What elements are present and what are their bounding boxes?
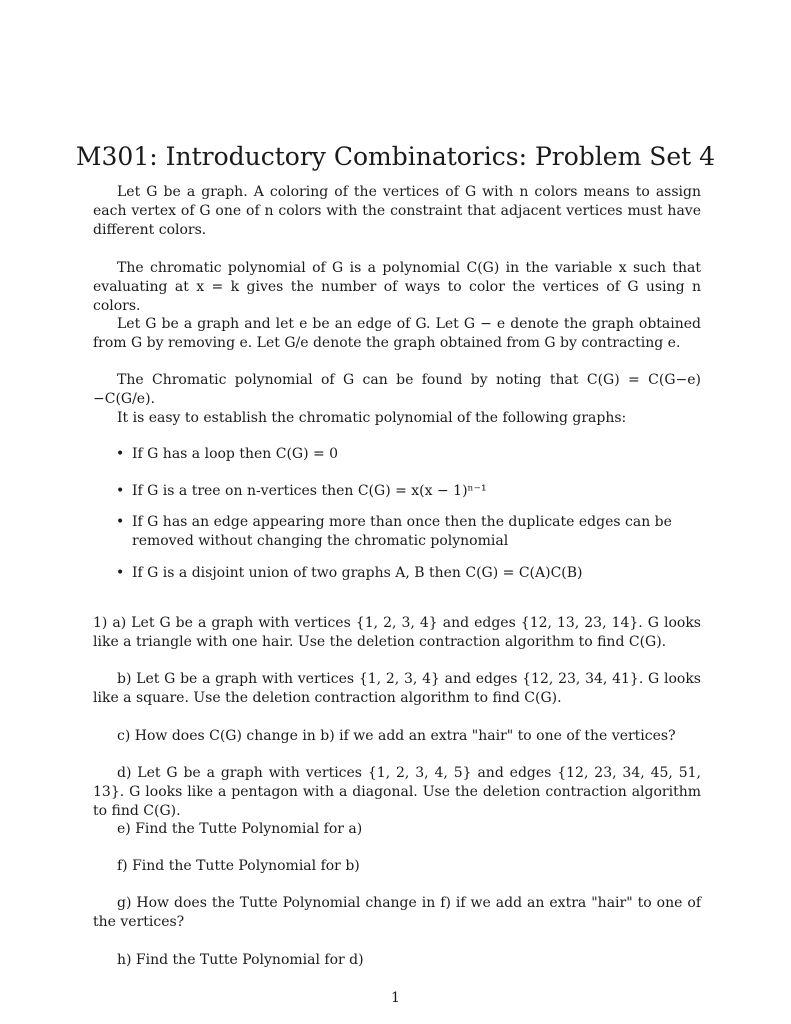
problem-1g: g) How does the Tutte Polynomial change in f) if we add an extra "hair" to one of the vertices? xyxy=(93,895,701,930)
problem-1f: f) Find the Tutte Polynomial for b) xyxy=(117,858,360,874)
recurrence-statement: The Chromatic polynomial of G can be found by noting that C(G) = C(G−e)−C(G/e). xyxy=(93,372,701,407)
bullet-icon: • xyxy=(116,483,125,499)
bullet-icon: • xyxy=(116,514,125,530)
list-item-text: If G has an edge appearing more than once then the duplicate edges can be removed without changing the chromatic polynomial xyxy=(132,514,672,549)
coloring-definition: Let G be a graph. A coloring of the vertices of G with n colors means to assign each vertex of G one of n colors with the constraint that adjacent vertices must have different colors. xyxy=(93,184,701,238)
list-item-text: If G is a disjoint union of two graphs A, B then C(G) = C(A)C(B) xyxy=(132,565,583,581)
chromatic-definition: The chromatic polynomial of G is a polynomial C(G) in the variable x such that evaluating at x = k gives the number of ways to color the vertices of G using n colors. xyxy=(93,260,701,314)
list-item xyxy=(116,513,702,551)
problem-1e: e) Find the Tutte Polynomial for a) xyxy=(117,821,363,837)
page-title: M301: Introductory Combinatorics: Problem Set 4 xyxy=(75,142,716,171)
list-item xyxy=(116,482,702,501)
list-item xyxy=(116,445,702,464)
problem-1b: b) Let G be a graph with vertices {1, 2, 3, 4} and edges {12, 23, 34, 41}. G looks like a square. Use the deletion contraction algorithm to find C(G). xyxy=(93,671,701,706)
list-item-text: If G has a loop then C(G) = 0 xyxy=(132,446,339,462)
list-item-text: If G is a tree on n-vertices then C(G) = x(x − 1)ⁿ⁻¹ xyxy=(132,483,487,499)
bullet-icon: • xyxy=(116,446,125,462)
list-item xyxy=(116,564,702,583)
edge-definition: Let G be a graph and let e be an edge of G. Let G − e denote the graph obtained from G by removing e. Let G/e denote the graph obtained from G by contracting e. xyxy=(93,316,701,351)
problem-1a: 1) a) Let G be a graph with vertices {1, 2, 3, 4} and edges {12, 13, 23, 14}. G looks like a triangle with one hair. Use the deletion contraction algorithm to find C(G). xyxy=(93,615,701,650)
page-number: 1 xyxy=(391,990,400,1006)
problem-1h: h) Find the Tutte Polynomial for d) xyxy=(117,952,364,968)
problem-1c: c) How does C(G) change in b) if we add an extra "hair" to one of the vertices? xyxy=(117,728,676,744)
problem-1d: d) Let G be a graph with vertices {1, 2, 3, 4, 5} and edges {12, 23, 34, 45, 51, 13}. G looks like a pentagon with a diagonal. Use the deletion contraction algorithm to find C(G). xyxy=(93,765,701,819)
easy-cases-intro: It is easy to establish the chromatic polynomial of the following graphs: xyxy=(117,410,627,426)
bullet-icon: • xyxy=(116,565,125,581)
